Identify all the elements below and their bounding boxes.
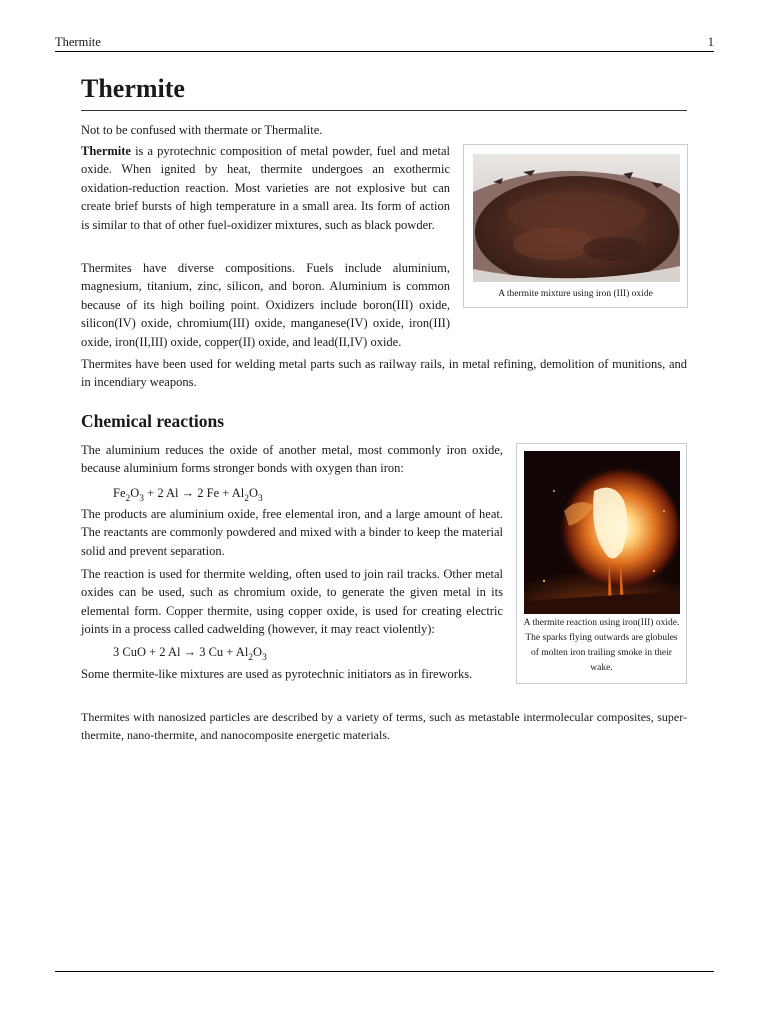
section-heading-chemical-reactions: Chemical reactions xyxy=(81,411,225,431)
eq1-subscript: 2 xyxy=(244,494,250,504)
section-paragraph-2: The products are aluminium oxide, free elemental iron, and a large amount of heat. The reactants are commonly powdered and mixed with a binder to keep the material solid and prevent separation. xyxy=(81,507,503,558)
thermite-mixture-image xyxy=(473,154,680,282)
article-title: Thermite xyxy=(81,70,687,111)
eq1-part: + 2 Al → 2 Fe + Al xyxy=(144,486,245,500)
eq2-part: O xyxy=(253,645,263,659)
eq1-part: O xyxy=(130,486,140,500)
thermite-reaction-photo xyxy=(524,451,680,614)
figure-2-caption: A thermite reaction using iron(III) oxide. The sparks flying outwards are globules of molten iron trailing smoke in their wake. xyxy=(523,618,680,673)
intro-bold-term: Thermite xyxy=(81,144,131,158)
eq1-part: O xyxy=(249,486,259,500)
running-header xyxy=(55,34,714,52)
thermite-reaction-image xyxy=(524,451,680,614)
footer-rule xyxy=(55,971,714,972)
section-paragraph-4: Some thermite-like mixtures are used as pyrotechnic initiators as in fireworks. xyxy=(81,667,473,681)
eq1-subscript: 3 xyxy=(139,494,145,504)
eq1-subscript: 2 xyxy=(125,494,131,504)
figure-1-caption: A thermite mixture using iron (III) oxide xyxy=(498,289,653,299)
equation-copper-oxide xyxy=(113,643,267,661)
eq1-part: Fe xyxy=(113,486,126,500)
hatnote: Not to be confused with thermate or Thermalite. xyxy=(81,123,323,137)
intro-paragraph-1-text: is a pyrotechnic composition of metal powder, fuel and metal oxide. When ignited by heat, thermite undergoes an exothermic oxidation-reduction reaction. Most varieties are not explosive but can create brief bursts of high temperature in a small area. Its form of action is similar to that of other fuel-oxidizer mixtures, such as black powder. xyxy=(81,144,450,232)
page-number: 1 xyxy=(707,35,714,49)
thermite-mixture-photo xyxy=(473,154,680,282)
running-title: Thermite xyxy=(55,35,101,49)
eq2-subscript: 3 xyxy=(262,653,267,663)
figure-thermite-reaction xyxy=(516,443,687,684)
intro-paragraph-1 xyxy=(81,142,450,234)
eq2-part: 3 CuO + 2 Al → 3 Cu + Al xyxy=(113,645,249,659)
intro-paragraph-2: Thermites have diverse compositions. Fuels include aluminium, magnesium, titanium, zinc, silicon, and boron. Aluminium is common because of its high boiling point. Oxidizers include boron(III) oxide, silicon(IV) oxide, chromium(III) oxide, manganese(IV) oxide, iron(III) oxide, iron(II,III) oxide, copper(II) oxide, and lead(II,IV) oxide. xyxy=(81,261,450,349)
closing-paragraph: Thermites with nanosized particles are described by a variety of terms, such as metastable intermolecular composites, super-thermite, nano-thermite, and nanocomposite energetic materials. xyxy=(81,710,687,743)
eq2-subscript: 2 xyxy=(248,653,254,663)
intro-paragraph-3: Thermites have been used for welding metal parts such as railway rails, in metal refining, demolition of munitions, and in incendiary weapons. xyxy=(81,357,687,390)
section-paragraph-1: The aluminium reduces the oxide of another metal, most commonly iron oxide, because aluminium forms stronger bonds with oxygen than iron: xyxy=(81,443,503,476)
figure-thermite-mixture xyxy=(463,144,688,308)
section-paragraph-3: The reaction is used for thermite welding, often used to join rail tracks. Other metal oxides can be used, such as chromium oxide, to generate the given metal in its elemental form. Copper thermite, using copper oxide, is used for creating electric joints in a process called cadwelding (however, it may react violently): xyxy=(81,567,503,637)
equation-iron-oxide xyxy=(113,484,263,502)
eq1-subscript: 3 xyxy=(258,494,263,504)
